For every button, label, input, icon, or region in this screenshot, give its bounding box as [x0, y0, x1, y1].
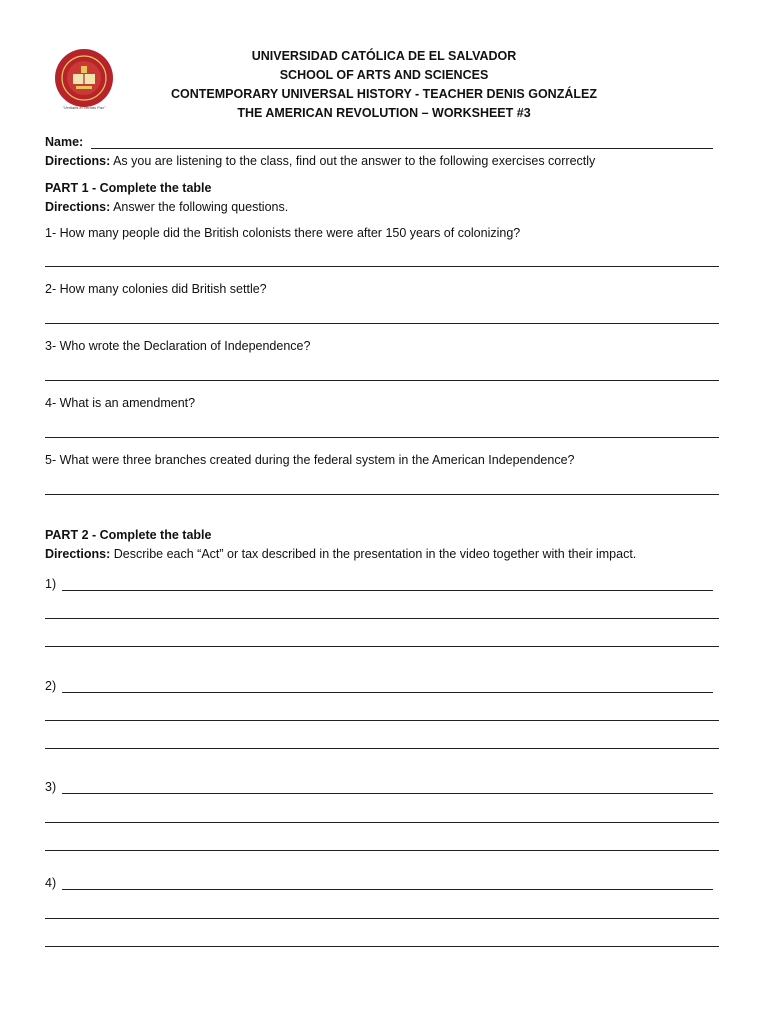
- act-item-3-line[interactable]: [45, 822, 719, 823]
- name-label: Name:: [45, 135, 84, 149]
- question-1: 1- How many people did the British colonists there were after 150 years of colonizing?: [45, 226, 521, 240]
- answer-line-3[interactable]: [45, 380, 719, 381]
- act-item-4-label: 4): [45, 876, 57, 890]
- university-name: UNIVERSIDAD CATÓLICA DE EL SALVADOR: [251, 49, 517, 63]
- act-item-3-label: 3): [45, 780, 57, 794]
- part1-title: PART 1 - Complete the table: [45, 181, 212, 195]
- act-item-1-line[interactable]: [62, 590, 713, 591]
- act-item-4-line[interactable]: [45, 918, 719, 919]
- directions-label: Directions:: [45, 547, 111, 561]
- part1-directions-text: Answer the following questions.: [113, 200, 289, 214]
- act-item-2-line[interactable]: [45, 748, 719, 749]
- name-row: [45, 135, 83, 149]
- name-answer-line[interactable]: [91, 148, 713, 149]
- school-name: SCHOOL OF ARTS AND SCIENCES: [279, 68, 489, 82]
- seal-motto: "Veritatis in Veritas Pax": [62, 105, 106, 110]
- directions-label: Directions:: [45, 200, 111, 214]
- worksheet-title: THE AMERICAN REVOLUTION – WORKSHEET #3: [237, 106, 531, 120]
- act-item-1-label: 1): [45, 577, 57, 591]
- part2-directions: [45, 547, 636, 561]
- part1-directions: [45, 200, 288, 214]
- course-title: CONTEMPORARY UNIVERSAL HISTORY - TEACHER DENIS GONZÁLEZ: [171, 87, 597, 101]
- act-item-3-line[interactable]: [62, 793, 713, 794]
- question-3: 3- Who wrote the Declaration of Independence?: [45, 339, 311, 353]
- question-2: 2- How many colonies did British settle?: [45, 282, 267, 296]
- part2-directions-text: Describe each “Act” or tax described in the presentation in the video together with their impact.: [113, 547, 637, 561]
- answer-line-2[interactable]: [45, 323, 719, 324]
- act-item-1-line[interactable]: [45, 618, 719, 619]
- intro-directions-text: As you are listening to the class, find out the answer to the following exercises correctly: [113, 154, 596, 168]
- act-item-2-line[interactable]: [62, 692, 713, 693]
- directions-label: Directions:: [45, 154, 111, 168]
- act-item-1-line[interactable]: [45, 646, 719, 647]
- act-item-4-line[interactable]: [45, 946, 719, 947]
- part2-title: PART 2 - Complete the table: [45, 528, 212, 542]
- question-4: 4- What is an amendment?: [45, 396, 196, 410]
- answer-line-1[interactable]: [45, 266, 719, 267]
- act-item-2-line[interactable]: [45, 720, 719, 721]
- act-item-3-line[interactable]: [45, 850, 719, 851]
- answer-line-5[interactable]: [45, 494, 719, 495]
- question-5: 5- What were three branches created during the federal system in the American Independence?: [45, 453, 575, 467]
- act-item-4-line[interactable]: [62, 889, 713, 890]
- intro-directions: [45, 154, 595, 168]
- answer-line-4[interactable]: [45, 437, 719, 438]
- act-item-2-label: 2): [45, 679, 57, 693]
